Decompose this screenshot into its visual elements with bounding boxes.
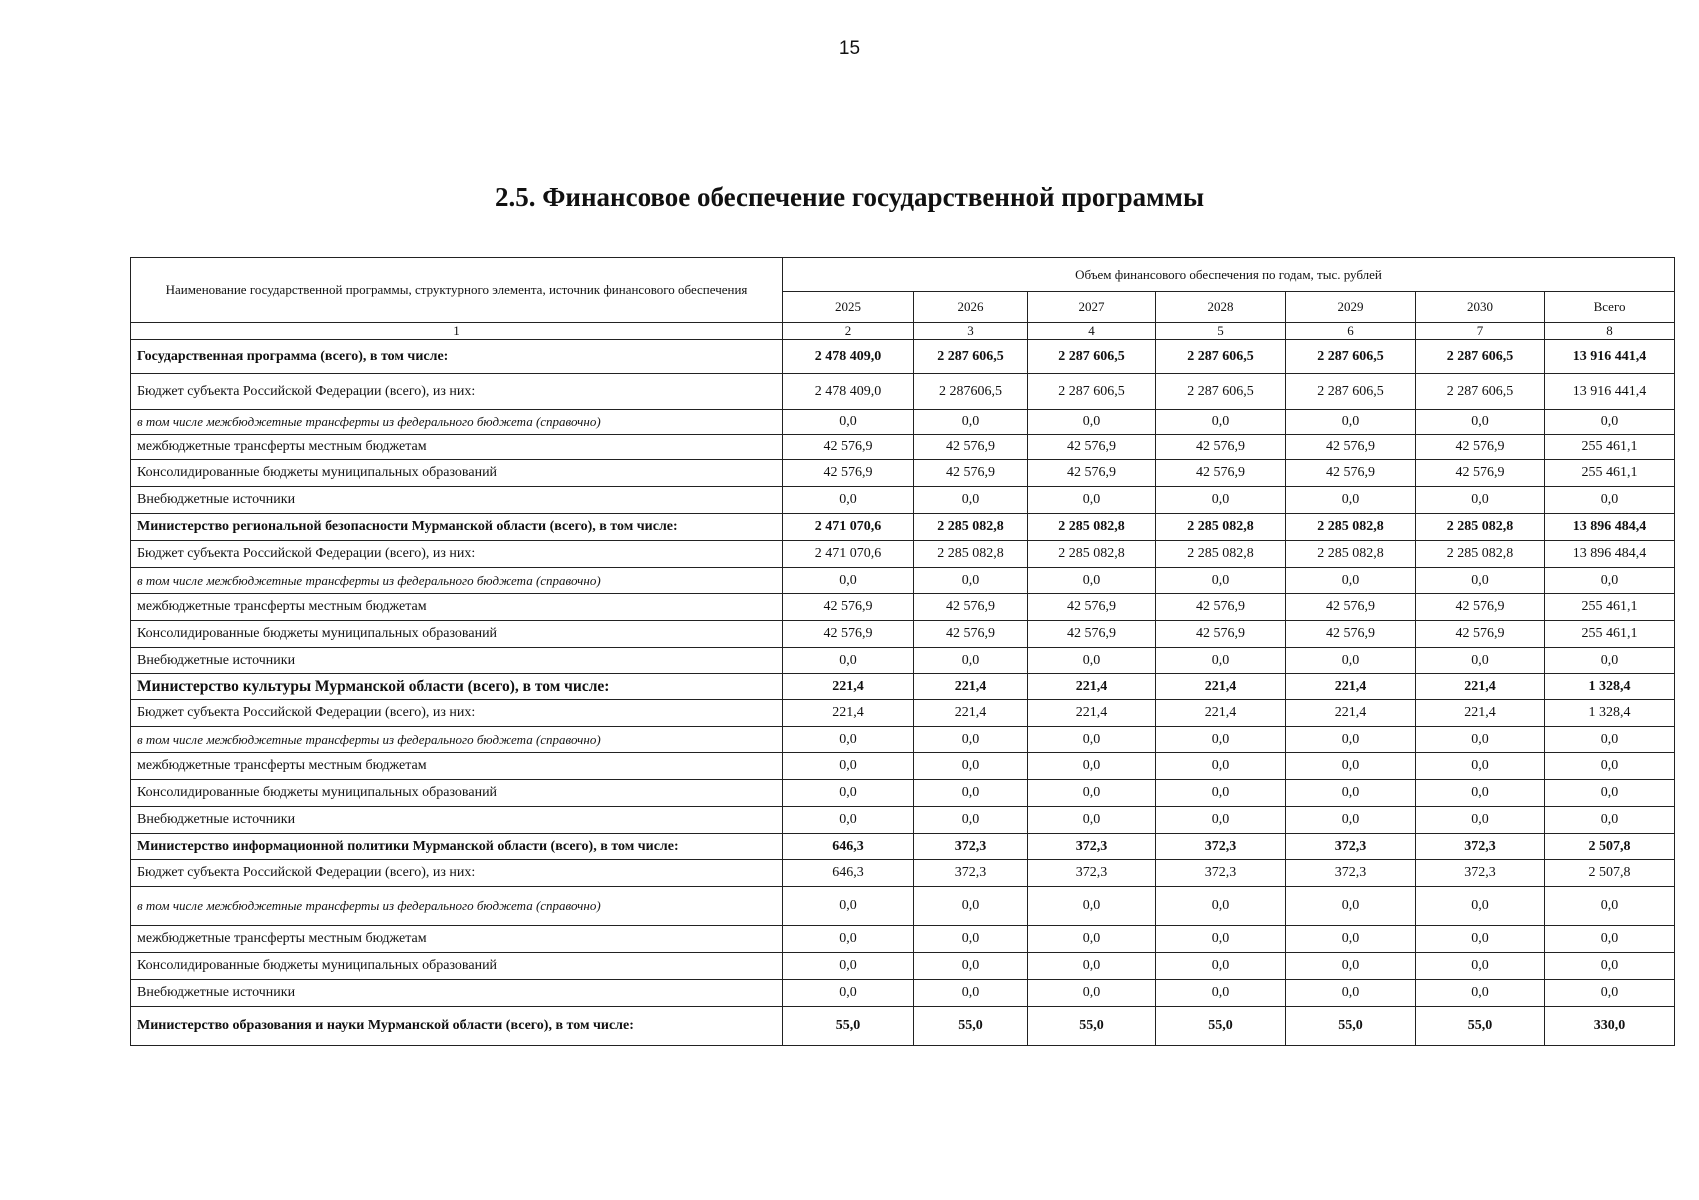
value-cell: 0,0 [914, 926, 1028, 953]
table-row [131, 435, 1675, 460]
value-cell: 0,0 [783, 753, 914, 780]
value-cell: 0,0 [1286, 780, 1416, 807]
value-cell: 372,3 [1028, 834, 1156, 860]
table-row [131, 674, 1675, 700]
table-row [131, 487, 1675, 514]
value-cell: 372,3 [1156, 860, 1286, 887]
total-header: Всего [1545, 292, 1675, 323]
value-cell: 0,0 [1416, 780, 1545, 807]
value-cell: 0,0 [1156, 727, 1286, 753]
volume-header: Объем финансового обеспечения по годам, тыс. рублей [783, 258, 1675, 292]
row-label: Бюджет субъекта Российской Федерации (всего), из них: [131, 541, 783, 568]
value-cell: 42 576,9 [1156, 460, 1286, 487]
value-cell: 2 285 082,8 [1028, 541, 1156, 568]
value-cell: 2 285 082,8 [1028, 514, 1156, 541]
row-label: Бюджет субъекта Российской Федерации (всего), из них: [131, 374, 783, 410]
table-row [131, 460, 1675, 487]
value-cell: 221,4 [1416, 674, 1545, 700]
total-cell: 0,0 [1545, 410, 1675, 435]
value-cell: 0,0 [1028, 410, 1156, 435]
value-cell: 0,0 [1416, 727, 1545, 753]
value-cell: 42 576,9 [914, 460, 1028, 487]
value-cell: 0,0 [1416, 980, 1545, 1007]
value-cell: 42 576,9 [783, 435, 914, 460]
table-row [131, 340, 1675, 374]
value-cell: 0,0 [914, 648, 1028, 674]
value-cell: 0,0 [1286, 410, 1416, 435]
total-cell: 2 507,8 [1545, 834, 1675, 860]
row-label: Бюджет субъекта Российской Федерации (всего), из них: [131, 700, 783, 727]
row-label: межбюджетные трансферты местным бюджетам [131, 926, 783, 953]
value-cell: 0,0 [1156, 887, 1286, 926]
value-cell: 0,0 [1416, 953, 1545, 980]
value-cell: 0,0 [1156, 780, 1286, 807]
row-label: Внебюджетные источники [131, 980, 783, 1007]
value-cell: 0,0 [1286, 926, 1416, 953]
value-cell: 0,0 [1416, 887, 1545, 926]
row-label: Консолидированные бюджеты муниципальных образований [131, 460, 783, 487]
value-cell: 0,0 [914, 953, 1028, 980]
total-cell: 0,0 [1545, 887, 1675, 926]
value-cell: 0,0 [783, 648, 914, 674]
value-cell: 0,0 [1286, 753, 1416, 780]
value-cell: 0,0 [914, 887, 1028, 926]
value-cell: 42 576,9 [1416, 460, 1545, 487]
value-cell: 42 576,9 [1286, 621, 1416, 648]
value-cell: 2 285 082,8 [1156, 541, 1286, 568]
total-cell: 0,0 [1545, 568, 1675, 594]
table-row [131, 953, 1675, 980]
value-cell: 221,4 [914, 674, 1028, 700]
value-cell: 42 576,9 [1028, 621, 1156, 648]
value-cell: 2 285 082,8 [1156, 514, 1286, 541]
table-row [131, 834, 1675, 860]
value-cell: 221,4 [914, 700, 1028, 727]
total-cell: 330,0 [1545, 1007, 1675, 1046]
total-cell: 0,0 [1545, 926, 1675, 953]
value-cell: 42 576,9 [1028, 435, 1156, 460]
value-cell: 0,0 [1156, 648, 1286, 674]
total-cell: 0,0 [1545, 648, 1675, 674]
value-cell: 0,0 [914, 410, 1028, 435]
value-cell: 0,0 [1028, 980, 1156, 1007]
value-cell: 55,0 [1156, 1007, 1286, 1046]
value-cell: 0,0 [914, 980, 1028, 1007]
table-row [131, 926, 1675, 953]
row-label: Внебюджетные источники [131, 807, 783, 834]
row-label: Внебюджетные источники [131, 648, 783, 674]
value-cell: 42 576,9 [1028, 460, 1156, 487]
total-cell: 0,0 [1545, 980, 1675, 1007]
total-cell: 0,0 [1545, 727, 1675, 753]
value-cell: 0,0 [914, 780, 1028, 807]
value-cell: 372,3 [914, 860, 1028, 887]
value-cell: 0,0 [1286, 487, 1416, 514]
value-cell: 0,0 [1416, 568, 1545, 594]
value-cell: 2 287 606,5 [1156, 374, 1286, 410]
total-cell: 255 461,1 [1545, 594, 1675, 621]
value-cell: 42 576,9 [1156, 621, 1286, 648]
value-cell: 372,3 [1286, 834, 1416, 860]
value-cell: 0,0 [1028, 953, 1156, 980]
total-cell: 255 461,1 [1545, 621, 1675, 648]
value-cell: 372,3 [1416, 834, 1545, 860]
value-cell: 2 285 082,8 [1416, 541, 1545, 568]
value-cell: 2 285 082,8 [1286, 514, 1416, 541]
value-cell: 221,4 [1416, 700, 1545, 727]
value-cell: 42 576,9 [783, 621, 914, 648]
row-label: Государственная программа (всего), в том числе: [131, 340, 783, 374]
value-cell: 2 287 606,5 [1416, 340, 1545, 374]
table-row [131, 807, 1675, 834]
value-cell: 0,0 [1286, 980, 1416, 1007]
table-row [131, 410, 1675, 435]
value-cell: 2 471 070,6 [783, 514, 914, 541]
row-label: Министерство информационной политики Мурманской области (всего), в том числе: [131, 834, 783, 860]
row-label: Министерство культуры Мурманской области (всего), в том числе: [131, 674, 783, 700]
table-row [131, 648, 1675, 674]
total-cell: 1 328,4 [1545, 700, 1675, 727]
total-cell: 13 896 484,4 [1545, 514, 1675, 541]
value-cell: 0,0 [1156, 953, 1286, 980]
value-cell: 0,0 [1416, 807, 1545, 834]
value-cell: 2 287 606,5 [914, 340, 1028, 374]
table-row [131, 780, 1675, 807]
total-cell: 0,0 [1545, 953, 1675, 980]
row-label: Внебюджетные источники [131, 487, 783, 514]
value-cell: 42 576,9 [1416, 594, 1545, 621]
value-cell: 55,0 [914, 1007, 1028, 1046]
value-cell: 0,0 [1286, 953, 1416, 980]
value-cell: 2 287 606,5 [1028, 340, 1156, 374]
value-cell: 2 287 606,5 [1156, 340, 1286, 374]
column-number: 6 [1286, 323, 1416, 340]
column-number: 5 [1156, 323, 1286, 340]
value-cell: 0,0 [783, 410, 914, 435]
value-cell: 0,0 [1028, 487, 1156, 514]
value-cell: 221,4 [1286, 700, 1416, 727]
total-cell: 1 328,4 [1545, 674, 1675, 700]
value-cell: 55,0 [1028, 1007, 1156, 1046]
value-cell: 0,0 [1156, 487, 1286, 514]
value-cell: 0,0 [1156, 410, 1286, 435]
row-label: Консолидированные бюджеты муниципальных образований [131, 953, 783, 980]
table-row [131, 1007, 1675, 1046]
value-cell: 221,4 [1028, 700, 1156, 727]
value-cell: 42 576,9 [783, 594, 914, 621]
value-cell: 2 287 606,5 [1416, 374, 1545, 410]
total-cell: 13 916 441,4 [1545, 374, 1675, 410]
value-cell: 0,0 [783, 807, 914, 834]
row-label: в том числе межбюджетные трансферты из федерального бюджета (справочно) [131, 568, 783, 594]
value-cell: 55,0 [1416, 1007, 1545, 1046]
value-cell: 372,3 [1156, 834, 1286, 860]
table-row [131, 980, 1675, 1007]
row-label: межбюджетные трансферты местным бюджетам [131, 435, 783, 460]
value-cell: 42 576,9 [1156, 435, 1286, 460]
value-cell: 42 576,9 [1286, 460, 1416, 487]
value-cell: 2 285 082,8 [914, 541, 1028, 568]
value-cell: 42 576,9 [1416, 435, 1545, 460]
value-cell: 42 576,9 [783, 460, 914, 487]
year-header: 2029 [1286, 292, 1416, 323]
value-cell: 0,0 [1286, 648, 1416, 674]
value-cell: 0,0 [783, 980, 914, 1007]
value-cell: 0,0 [1416, 926, 1545, 953]
row-label: межбюджетные трансферты местным бюджетам [131, 753, 783, 780]
value-cell: 372,3 [1416, 860, 1545, 887]
table-row [131, 541, 1675, 568]
total-cell: 0,0 [1545, 487, 1675, 514]
table-row [131, 621, 1675, 648]
value-cell: 0,0 [914, 568, 1028, 594]
value-cell: 0,0 [1416, 648, 1545, 674]
value-cell: 42 576,9 [1028, 594, 1156, 621]
value-cell: 0,0 [783, 568, 914, 594]
value-cell: 0,0 [914, 487, 1028, 514]
total-cell: 13 896 484,4 [1545, 541, 1675, 568]
value-cell: 372,3 [914, 834, 1028, 860]
name-column-header: Наименование государственной программы, структурного элемента, источник финансового обеспечения [131, 258, 783, 323]
value-cell: 0,0 [783, 780, 914, 807]
value-cell: 0,0 [1286, 887, 1416, 926]
value-cell: 2 285 082,8 [1286, 541, 1416, 568]
table-row [131, 860, 1675, 887]
table-body [131, 340, 1675, 1046]
value-cell: 0,0 [1028, 568, 1156, 594]
value-cell: 0,0 [1028, 780, 1156, 807]
row-label: Министерство образования и науки Мурманской области (всего), в том числе: [131, 1007, 783, 1046]
value-cell: 0,0 [1156, 568, 1286, 594]
financing-table [130, 257, 1675, 1046]
value-cell: 0,0 [783, 727, 914, 753]
value-cell: 0,0 [1286, 568, 1416, 594]
table-row [131, 374, 1675, 410]
row-label: в том числе межбюджетные трансферты из федерального бюджета (справочно) [131, 727, 783, 753]
value-cell: 221,4 [783, 700, 914, 727]
table-row [131, 727, 1675, 753]
value-cell: 42 576,9 [1156, 594, 1286, 621]
value-cell: 42 576,9 [1416, 621, 1545, 648]
value-cell: 55,0 [783, 1007, 914, 1046]
year-header: 2025 [783, 292, 914, 323]
value-cell: 0,0 [1156, 807, 1286, 834]
value-cell: 0,0 [1286, 807, 1416, 834]
value-cell: 0,0 [1286, 727, 1416, 753]
column-number: 3 [914, 323, 1028, 340]
value-cell: 55,0 [1286, 1007, 1416, 1046]
value-cell: 0,0 [783, 487, 914, 514]
value-cell: 0,0 [1156, 753, 1286, 780]
value-cell: 2 287 606,5 [1028, 374, 1156, 410]
value-cell: 2 471 070,6 [783, 541, 914, 568]
value-cell: 2 287 606,5 [1286, 340, 1416, 374]
value-cell: 0,0 [783, 953, 914, 980]
total-cell: 0,0 [1545, 780, 1675, 807]
value-cell: 646,3 [783, 834, 914, 860]
table-row [131, 700, 1675, 727]
year-header: 2026 [914, 292, 1028, 323]
row-label: Консолидированные бюджеты муниципальных образований [131, 621, 783, 648]
value-cell: 0,0 [1028, 926, 1156, 953]
value-cell: 2 478 409,0 [783, 374, 914, 410]
value-cell: 0,0 [783, 926, 914, 953]
value-cell: 2 285 082,8 [914, 514, 1028, 541]
column-number: 2 [783, 323, 914, 340]
column-number: 7 [1416, 323, 1545, 340]
value-cell: 646,3 [783, 860, 914, 887]
total-cell: 0,0 [1545, 753, 1675, 780]
table-row [131, 887, 1675, 926]
year-header: 2030 [1416, 292, 1545, 323]
value-cell: 0,0 [1028, 727, 1156, 753]
total-cell: 2 507,8 [1545, 860, 1675, 887]
value-cell: 2 478 409,0 [783, 340, 914, 374]
value-cell: 2 287606,5 [914, 374, 1028, 410]
row-label: в том числе межбюджетные трансферты из федерального бюджета (справочно) [131, 887, 783, 926]
value-cell: 42 576,9 [914, 435, 1028, 460]
total-cell: 255 461,1 [1545, 435, 1675, 460]
value-cell: 0,0 [1028, 887, 1156, 926]
value-cell: 42 576,9 [914, 621, 1028, 648]
column-number: 4 [1028, 323, 1156, 340]
value-cell: 0,0 [1156, 926, 1286, 953]
year-header: 2028 [1156, 292, 1286, 323]
value-cell: 221,4 [783, 674, 914, 700]
value-cell: 221,4 [1028, 674, 1156, 700]
row-label: в том числе межбюджетные трансферты из федерального бюджета (справочно) [131, 410, 783, 435]
value-cell: 0,0 [1028, 753, 1156, 780]
value-cell: 42 576,9 [1286, 594, 1416, 621]
row-label: Министерство региональной безопасности Мурманской области (всего), в том числе: [131, 514, 783, 541]
table-row [131, 753, 1675, 780]
column-number: 1 [131, 323, 783, 340]
table-row [131, 568, 1675, 594]
value-cell: 221,4 [1156, 674, 1286, 700]
value-cell: 372,3 [1286, 860, 1416, 887]
value-cell: 0,0 [1416, 410, 1545, 435]
page-number: 15 [838, 38, 861, 59]
year-header: 2027 [1028, 292, 1156, 323]
value-cell: 0,0 [783, 887, 914, 926]
value-cell: 0,0 [1028, 807, 1156, 834]
value-cell: 0,0 [914, 753, 1028, 780]
value-cell: 2 287 606,5 [1286, 374, 1416, 410]
section-title: 2.5. Финансовое обеспечение государственной программы [494, 182, 1205, 212]
value-cell: 221,4 [1156, 700, 1286, 727]
value-cell: 0,0 [914, 807, 1028, 834]
column-number: 8 [1545, 323, 1675, 340]
row-label: Консолидированные бюджеты муниципальных образований [131, 780, 783, 807]
value-cell: 372,3 [1028, 860, 1156, 887]
value-cell: 0,0 [914, 727, 1028, 753]
value-cell: 2 285 082,8 [1416, 514, 1545, 541]
table-row [131, 594, 1675, 621]
total-cell: 255 461,1 [1545, 460, 1675, 487]
value-cell: 42 576,9 [914, 594, 1028, 621]
value-cell: 221,4 [1286, 674, 1416, 700]
value-cell: 0,0 [1416, 753, 1545, 780]
total-cell: 13 916 441,4 [1545, 340, 1675, 374]
value-cell: 0,0 [1416, 487, 1545, 514]
value-cell: 42 576,9 [1286, 435, 1416, 460]
row-label: межбюджетные трансферты местным бюджетам [131, 594, 783, 621]
value-cell: 0,0 [1156, 980, 1286, 1007]
row-label: Бюджет субъекта Российской Федерации (всего), из них: [131, 860, 783, 887]
value-cell: 0,0 [1028, 648, 1156, 674]
table-row [131, 514, 1675, 541]
total-cell: 0,0 [1545, 807, 1675, 834]
